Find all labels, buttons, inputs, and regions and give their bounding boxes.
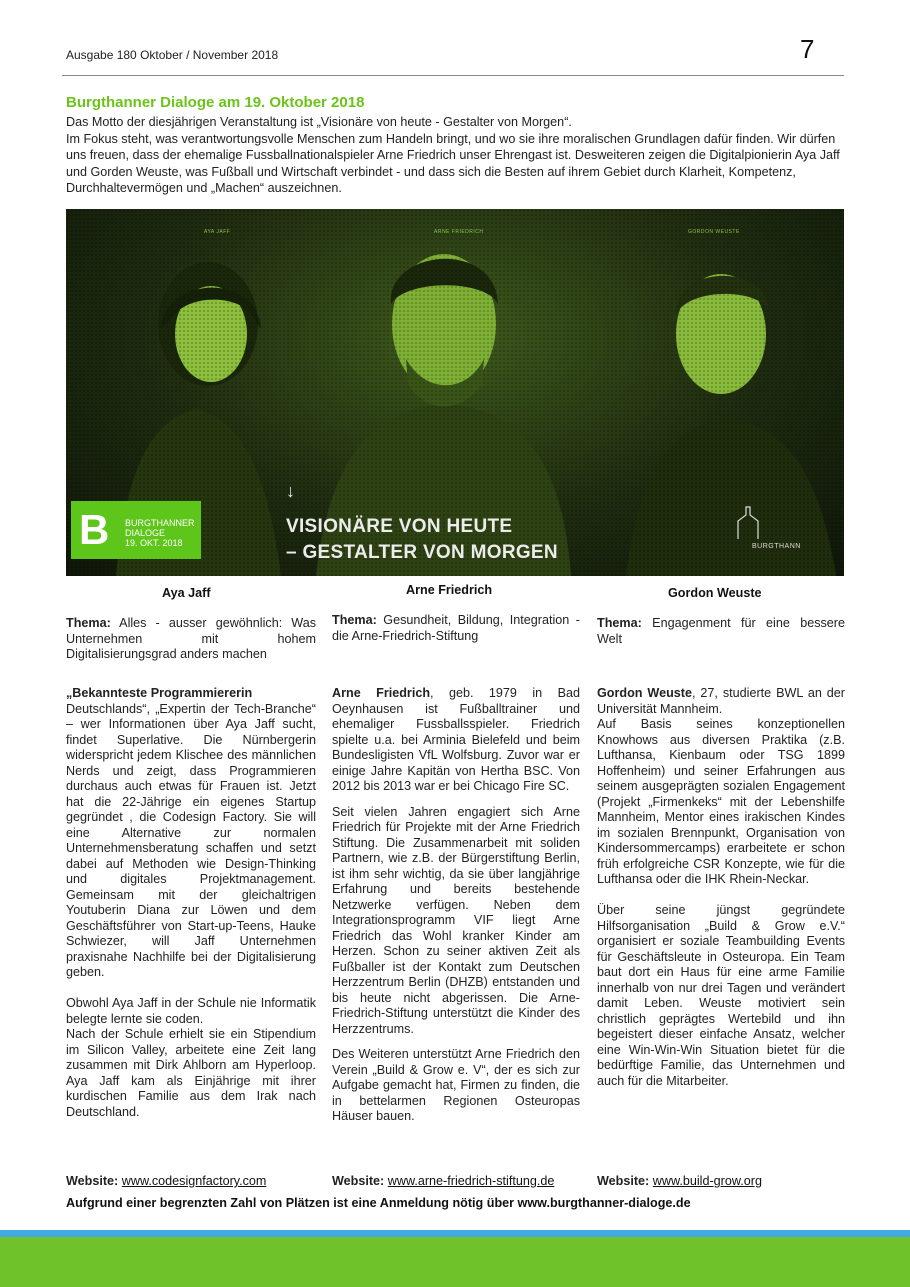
thema-text: Gesundheit, Bildung, Integration - die Arne-Friedrich-Stiftung xyxy=(332,613,580,643)
logo-line-1: BURGTHANNER xyxy=(125,518,195,528)
person-name-arne: Arne Friedrich xyxy=(406,583,493,597)
footer-stripe-green xyxy=(0,1237,910,1287)
article-intro xyxy=(66,114,844,197)
arne-lead-name: Arne Friedrich xyxy=(332,686,431,700)
slogan-line-1: VISIONÄRE VON HEUTE xyxy=(286,516,513,537)
event-logo xyxy=(71,501,201,559)
website-label: Website: xyxy=(332,1174,385,1188)
banner-name-gordon: GORDON WEUSTE xyxy=(688,229,740,235)
burgthann-brand: BURGTHANN xyxy=(752,543,801,550)
down-arrow-icon: ↓ xyxy=(286,481,295,501)
gordon-paragraph-1 xyxy=(597,686,845,717)
thema-label: Thema: xyxy=(597,616,642,630)
gordon-paragraph-2: Auf Basis seines konzeptionellen Knowhows aus diversen Praktika (z.B. Lufthansa, Kienbaum oder TSG 1899 Hoffenheim) und seiner Erfahrungen aus seinem ausgeprägten sozialen Engagement (Projekt „Firmenkeks“ mit der Lebenshilfe Mannheim, Mentor eines irakischen Kindes im sozialen Brennpunkt, Organisation von Kindersommercamps) erarbeitete er schon früh erfolgreiche CSR Konzepte, wie für die Lufthansa oder die IHK Rhein-Neckar. xyxy=(597,717,845,886)
intro-line-1: Das Motto der diesjährigen Veranstaltung ist „Visionäre von heute - Gestalter von Morgen“. xyxy=(66,115,572,129)
thema-text: Alles - ausser gewöhnlich: Was Unternehmen mit hohem Digitalisierungsgrad anders machen xyxy=(66,616,316,661)
logo-line-3: 19. OKT. 2018 xyxy=(125,538,183,548)
thema-label: Thema: xyxy=(332,613,377,627)
thema-text: Engagenment für eine bessere Welt xyxy=(597,616,845,646)
person-name-gordon: Gordon Weuste xyxy=(668,586,762,600)
column-arne-thema xyxy=(332,613,580,644)
logo-line-2: DIALOGE xyxy=(125,528,166,538)
arne-paragraph-3: Des Weiteren unterstützt Arne Friedrich den Verein „Build & Grow e. V“, der es sich zur Aufgabe gemacht hat, Firmen zu finden, die in bettelarmen Regionen Osteuropas Häuser bauen. xyxy=(332,1047,580,1123)
aya-paragraph-1: Deutschlands“, „Expertin der Tech-Branche“ – wer Informationen über Aya Jaff sucht, findet Superlative. Die Nürnbergerin widerspricht jedem Klischee des männlichen Nerds und zeigt, dass Programmieren durchaus auch etwas für Frauen ist. Jetzt hat die 22-Jährige ein eigenes Startup gegründet , die Codesign Factory. Sie will eine Alternative zur normalen Unternehmensberatung schaffen und setzt dabei auf Methoden wie Design-Thinking und digitales Projektmanagement. Gemeinsam mit der gleichaltrigen Youtuberin Diana zur Löwen und dem Geschäftsführer von Start-up-Teens, Hauke Schwiezer, will Jaff Unternehmen praxisnahe Nachhilfe bei der Digitalisierung geben. xyxy=(66,701,316,979)
banner-slogan xyxy=(286,514,558,566)
column-arne-body xyxy=(332,686,580,1125)
gordon-paragraph-3: Über seine jüngst gegründete Hilfsorganisation „Build & Grow e.V.“ organisiert er soziale Teambuilding Events für Geschäftsleute in Osteuropa. Ein Team baut dort ein Haus für eine arme Familie innerhalb von nur drei Tagen und verändert damit Leben. Weuste motiviert sein christlich geprägtes Wertebild und ihn begeistert dieser einfache Ansatz, welcher eine Win-Win-Win Situation bietet für die bedürftige Familie, das Unternehmen und auch für die Mitarbeiter. xyxy=(597,903,845,1088)
logo-letter: B xyxy=(79,506,110,553)
header-rule xyxy=(62,75,844,76)
aya-paragraph-2: Obwohl Aya Jaff in der Schule nie Informatik belegte lernte sie coden. xyxy=(66,996,316,1026)
gordon-paragraph-1-text: , 27, studierte BWL an der Universität Mannheim. xyxy=(597,686,845,716)
article-headline: Burgthanner Dialoge am 19. Oktober 2018 xyxy=(66,94,365,111)
event-banner-image xyxy=(66,209,844,576)
website-link-gordon[interactable]: www.build-grow.org xyxy=(652,1174,762,1188)
thema-gordon xyxy=(597,616,845,647)
aya-subhead: „Bekannteste Programmiererin xyxy=(66,686,253,700)
page-number: 7 xyxy=(800,34,815,64)
column-aya-body xyxy=(66,686,316,1120)
banner-name-aya: AYA JAFF xyxy=(204,229,231,235)
issue-info: Ausgabe 180 Oktober / November 2018 xyxy=(66,48,279,62)
website-aya xyxy=(66,1174,266,1188)
column-aya-thema xyxy=(66,616,316,663)
website-gordon xyxy=(597,1174,762,1188)
arne-paragraph-1-text: , geb. 1979 in Bad Oeynhausen ist Fußballtrainer und ehemaliger Fussballsspieler. Friedrich spielte u.a. bei Arminia Bielefeld und beim Bundesligisten VfL Wolfsburg. Zuvor war er einige Jahre Kapitän von Hertha BSC. Von 2012 bis 2013 war er bei Chicago Fire SC. xyxy=(332,686,580,793)
arne-paragraph-1 xyxy=(332,686,580,795)
website-label: Website: xyxy=(597,1174,650,1188)
registration-note: Aufgrund einer begrenzten Zahl von Plätzen ist eine Anmeldung nötig über www.burgthanner-dialoge.de xyxy=(66,1196,691,1210)
person-name-aya: Aya Jaff xyxy=(162,586,211,600)
intro-line-2: Im Fokus steht, was verantwortungsvolle Menschen zum Handeln bringt, und wo sie ihre moralischen Grundlagen dafür finden. Wir dürfen uns freuen, dass der ehemalige Fussballnationalspieler Arne Friedrich unser Ehrengast ist. Desweiteren zeigen die Digitalpionierin Aya Jaff und Gorden Weuste, was Fußball und Wirtschaft verbindet - und dass sich die Besten auf ihrem Gebiet durch Klarheit, Kompetenz, Durchhaltevermögen und „Machen“ auszeichnen. xyxy=(66,131,840,195)
website-label: Website: xyxy=(66,1174,119,1188)
arne-paragraph-2: Seit vielen Jahren engagiert sich Arne Friedrich für Projekte mit der Arne Friedrich Stiftung. Die Zusammenarbeit mit soliden Partnern, wie z.B. der Bürgerstiftung Berlin, ist ihm sehr wichtig, da sie über langjährige Erfahrung und bereits bestehende Netzwerke verfügen. Neben dem Integrationsprogramm VIF liegt Arne Friedrich das Wohl kranker Kinder am Herzen. Schon zu seiner aktiven Zeit als Fußballer ist der Kontakt zum Deutschen Herzzentrum Berlin (DHZB) entstanden und bis heute nicht abgerissen. Die Arne-Friedrich-Stiftung unterstützt die Kinder des Herzzentrums. xyxy=(332,804,580,1036)
banner-name-arne: ARNE FRIEDRICH xyxy=(434,229,484,235)
footer-stripe-blue xyxy=(0,1230,910,1237)
thema-aya xyxy=(66,616,316,663)
column-gordon-thema xyxy=(597,616,845,647)
website-arne xyxy=(332,1174,554,1188)
website-link-aya[interactable]: www.codesignfactory.com xyxy=(121,1174,267,1188)
column-gordon-body xyxy=(597,686,845,1089)
thema-arne xyxy=(332,613,580,644)
logo-text xyxy=(125,518,195,548)
thema-label: Thema: xyxy=(66,616,111,630)
aya-paragraph-3: Nach der Schule erhielt sie ein Stipendium im Silicon Valley, arbeitete eine Zeit lang zusammen mit Dirk Ahlborn am Hyperloop. Aya Jaff kam als Einjährige mit ihrer kurdischen Familie aus dem Irak nach Deutschland. xyxy=(66,1027,316,1119)
gordon-lead-name: Gordon Weuste xyxy=(597,686,692,700)
slogan-line-2: – GESTALTER VON MORGEN xyxy=(286,542,558,563)
website-link-arne[interactable]: www.arne-friedrich-stiftung.de xyxy=(387,1174,555,1188)
